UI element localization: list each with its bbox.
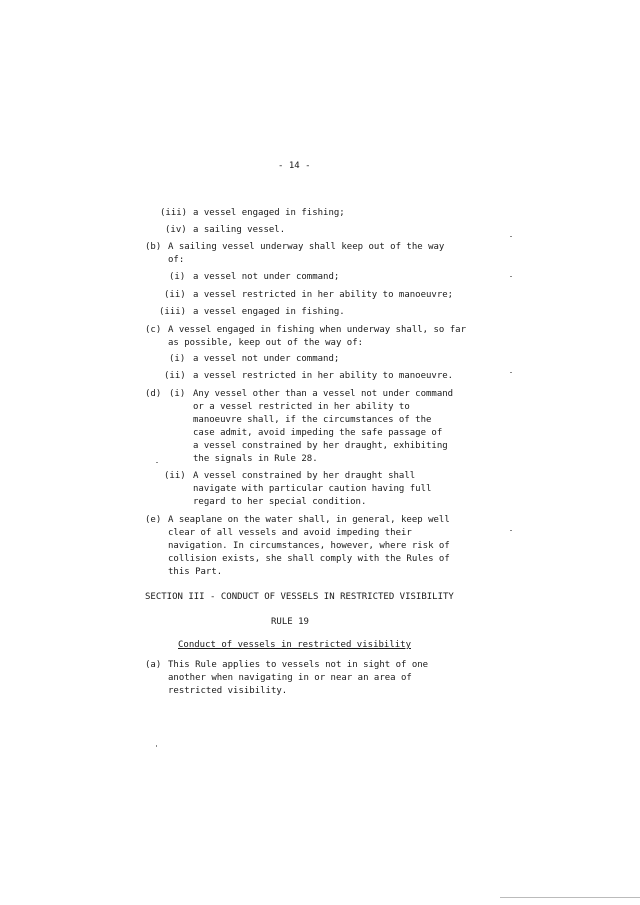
- item-label: (iii): [159, 307, 187, 317]
- item-text: This Rule applies to vessels not in sight of one: [168, 660, 429, 670]
- item-label: (b): [145, 242, 162, 252]
- item-text: or a vessel restricted in her ability to: [193, 402, 410, 412]
- section-heading: SECTION III - CONDUCT OF VESSELS IN RESTRICTED VISIBILITY: [145, 592, 454, 602]
- item-text: Any vessel other than a vessel not under command: [193, 389, 454, 399]
- scan-speck: [510, 530, 512, 531]
- item-text: the signals in Rule 28.: [193, 454, 318, 464]
- item-text: manoeuvre shall, if the circumstances of the: [193, 415, 432, 425]
- item-text: as possible, keep out of the way of:: [168, 338, 364, 348]
- item-text: restricted visibility.: [168, 686, 288, 696]
- item-label: (iii): [160, 208, 188, 218]
- scan-speck: [510, 276, 512, 277]
- item-label: (i): [169, 272, 186, 282]
- item-sublabel: (i): [169, 389, 186, 399]
- page-number: - 14 -: [278, 161, 311, 171]
- item-text: clear of all vessels and avoid impeding their: [168, 528, 412, 538]
- scan-speck: [156, 745, 157, 747]
- item-text: of:: [168, 255, 185, 265]
- item-label: (ii): [164, 290, 186, 300]
- item-label: (i): [169, 354, 186, 364]
- item-label: (e): [145, 515, 162, 525]
- item-text: a vessel restricted in her ability to manoeuvre.: [193, 371, 454, 381]
- item-text: a vessel restricted in her ability to manoeuvre;: [193, 290, 454, 300]
- scan-speck: [510, 372, 512, 373]
- item-text: a sailing vessel.: [193, 225, 286, 235]
- item-text: A sailing vessel underway shall keep out of the way: [168, 242, 445, 252]
- item-label: (d): [145, 389, 162, 399]
- item-text: regard to her special condition.: [193, 497, 367, 507]
- item-text: a vessel engaged in fishing.: [193, 307, 345, 317]
- item-text: A vessel engaged in fishing when underway shall, so far: [168, 325, 467, 335]
- item-text: a vessel engaged in fishing;: [193, 208, 345, 218]
- item-label: (ii): [164, 371, 186, 381]
- scan-speck: [510, 236, 512, 237]
- rule-title: Conduct of vessels in restricted visibility: [178, 640, 411, 650]
- page-edge-line: [500, 897, 640, 898]
- item-label: (c): [145, 325, 162, 335]
- item-text: case admit, avoid impeding the safe passage of: [193, 428, 443, 438]
- scan-speck: [156, 462, 158, 463]
- item-text: A vessel constrained by her draught shall: [193, 471, 416, 481]
- item-text: navigate with particular caution having full: [193, 484, 432, 494]
- rule-heading: RULE 19: [271, 617, 309, 627]
- item-label: (iv): [165, 225, 187, 235]
- item-text: collision exists, she shall comply with the Rules of: [168, 554, 450, 564]
- item-text: a vessel constrained by her draught, exhibiting: [193, 441, 448, 451]
- item-label: (a): [145, 660, 162, 670]
- item-text: another when navigating in or near an area of: [168, 673, 412, 683]
- item-text: navigation. In circumstances, however, where risk of: [168, 541, 450, 551]
- item-label: (ii): [164, 471, 186, 481]
- item-text: A seaplane on the water shall, in general, keep well: [168, 515, 450, 525]
- item-text: this Part.: [168, 567, 223, 577]
- item-text: a vessel not under command;: [193, 272, 340, 282]
- item-text: a vessel not under command;: [193, 354, 340, 364]
